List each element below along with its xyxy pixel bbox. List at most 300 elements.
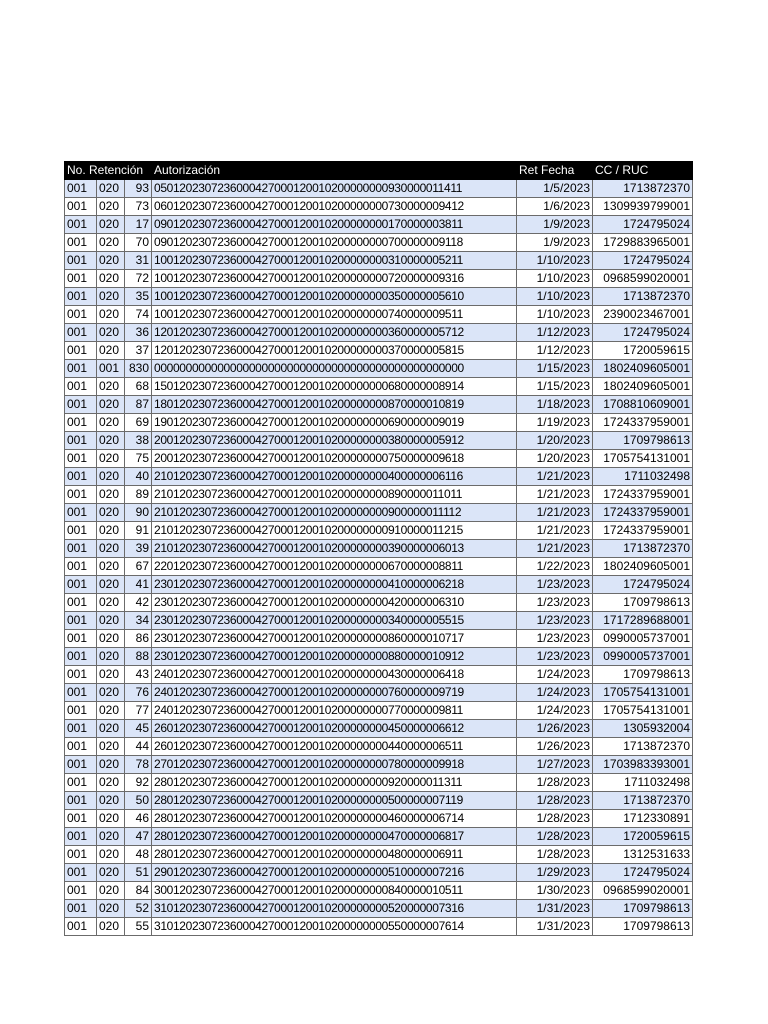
- cell-establecimiento: 001: [65, 702, 97, 720]
- table-row: [65, 576, 693, 594]
- cell-punto-emision: 020: [97, 684, 125, 702]
- cell-cc-ruc: 1802409605001: [593, 378, 693, 396]
- cell-establecimiento: 001: [65, 918, 97, 936]
- table-row: [65, 288, 693, 306]
- table-row: [65, 810, 693, 828]
- cell-ret-fecha: 1/22/2023: [517, 558, 593, 576]
- table-row: [65, 270, 693, 288]
- cell-establecimiento: 001: [65, 666, 97, 684]
- table-row: [65, 756, 693, 774]
- cell-punto-emision: 020: [97, 414, 125, 432]
- cell-cc-ruc: 1724795024: [593, 576, 693, 594]
- cell-punto-emision: 020: [97, 918, 125, 936]
- cell-autorizacion: 2101202307236000427000120010200000000400000006116: [152, 468, 517, 486]
- cell-establecimiento: 001: [65, 216, 97, 234]
- table-row: [65, 774, 693, 792]
- cell-cc-ruc: 1312531633: [593, 846, 693, 864]
- cell-ret-fecha: 1/31/2023: [517, 900, 593, 918]
- cell-numero: 51: [125, 864, 152, 882]
- cell-numero: 68: [125, 378, 152, 396]
- cell-numero: 35: [125, 288, 152, 306]
- cell-cc-ruc: 1724795024: [593, 252, 693, 270]
- cell-autorizacion: 2101202307236000427000120010200000000910000011215: [152, 522, 517, 540]
- cell-numero: 40: [125, 468, 152, 486]
- cell-cc-ruc: 1724795024: [593, 864, 693, 882]
- cell-punto-emision: 020: [97, 846, 125, 864]
- cell-numero: 76: [125, 684, 152, 702]
- retenciones-table: [64, 161, 693, 936]
- cell-cc-ruc: 1802409605001: [593, 558, 693, 576]
- cell-ret-fecha: 1/15/2023: [517, 360, 593, 378]
- cell-ret-fecha: 1/21/2023: [517, 540, 593, 558]
- table-row: [65, 630, 693, 648]
- cell-autorizacion: 2101202307236000427000120010200000000390000006013: [152, 540, 517, 558]
- cell-ret-fecha: 1/21/2023: [517, 486, 593, 504]
- table-row: [65, 558, 693, 576]
- cell-cc-ruc: 1724337959001: [593, 522, 693, 540]
- table-row: [65, 234, 693, 252]
- cell-establecimiento: 001: [65, 558, 97, 576]
- cell-ret-fecha: 1/28/2023: [517, 828, 593, 846]
- cell-numero: 91: [125, 522, 152, 540]
- cell-ret-fecha: 1/10/2023: [517, 252, 593, 270]
- cell-autorizacion: 2301202307236000427000120010200000000410000006218: [152, 576, 517, 594]
- cell-cc-ruc: 1713872370: [593, 288, 693, 306]
- cell-numero: 46: [125, 810, 152, 828]
- table-row: [65, 252, 693, 270]
- cell-establecimiento: 001: [65, 828, 97, 846]
- cell-ret-fecha: 1/10/2023: [517, 288, 593, 306]
- cell-punto-emision: 020: [97, 486, 125, 504]
- cell-establecimiento: 001: [65, 360, 97, 378]
- cell-ret-fecha: 1/28/2023: [517, 774, 593, 792]
- cell-numero: 47: [125, 828, 152, 846]
- table-row: [65, 342, 693, 360]
- cell-autorizacion: 1801202307236000427000120010200000000870000010819: [152, 396, 517, 414]
- cell-ret-fecha: 1/9/2023: [517, 216, 593, 234]
- cell-punto-emision: 020: [97, 342, 125, 360]
- cell-establecimiento: 001: [65, 378, 97, 396]
- cell-ret-fecha: 1/20/2023: [517, 450, 593, 468]
- cell-numero: 36: [125, 324, 152, 342]
- cell-numero: 78: [125, 756, 152, 774]
- cell-numero: 73: [125, 198, 152, 216]
- cell-numero: 39: [125, 540, 152, 558]
- cell-autorizacion: 2301202307236000427000120010200000000420000006310: [152, 594, 517, 612]
- cell-numero: 67: [125, 558, 152, 576]
- cell-establecimiento: 001: [65, 684, 97, 702]
- table-row: [65, 180, 693, 198]
- table-row: [65, 396, 693, 414]
- cell-cc-ruc: 1309939799001: [593, 198, 693, 216]
- cell-punto-emision: 020: [97, 900, 125, 918]
- cell-ret-fecha: 1/29/2023: [517, 864, 593, 882]
- cell-numero: 830: [125, 360, 152, 378]
- table-row: [65, 882, 693, 900]
- cell-numero: 70: [125, 234, 152, 252]
- cell-autorizacion: 1001202307236000427000120010200000000740000009511: [152, 306, 517, 324]
- table-row: [65, 738, 693, 756]
- cell-numero: 42: [125, 594, 152, 612]
- cell-autorizacion: 1901202307236000427000120010200000000690000009019: [152, 414, 517, 432]
- cell-autorizacion: 2001202307236000427000120010200000000380000005912: [152, 432, 517, 450]
- cell-cc-ruc: 1705754131001: [593, 702, 693, 720]
- cell-ret-fecha: 1/23/2023: [517, 648, 593, 666]
- cell-autorizacion: 2301202307236000427000120010200000000880000010912: [152, 648, 517, 666]
- table-row: [65, 918, 693, 936]
- cell-numero: 86: [125, 630, 152, 648]
- header-no-retencion: No. Retención: [65, 162, 152, 180]
- cell-establecimiento: 001: [65, 342, 97, 360]
- cell-punto-emision: 020: [97, 504, 125, 522]
- cell-numero: 48: [125, 846, 152, 864]
- cell-establecimiento: 001: [65, 324, 97, 342]
- cell-ret-fecha: 1/28/2023: [517, 846, 593, 864]
- cell-numero: 77: [125, 702, 152, 720]
- table-row: [65, 306, 693, 324]
- cell-punto-emision: 020: [97, 594, 125, 612]
- cell-numero: 44: [125, 738, 152, 756]
- cell-ret-fecha: 1/23/2023: [517, 594, 593, 612]
- cell-autorizacion: 3001202307236000427000120010200000000840000010511: [152, 882, 517, 900]
- cell-numero: 52: [125, 900, 152, 918]
- cell-establecimiento: 001: [65, 450, 97, 468]
- cell-punto-emision: 020: [97, 630, 125, 648]
- table-row: [65, 612, 693, 630]
- cell-cc-ruc: 1717289688001: [593, 612, 693, 630]
- table-body: [65, 180, 693, 936]
- cell-establecimiento: 001: [65, 414, 97, 432]
- cell-numero: 93: [125, 180, 152, 198]
- table-row: [65, 522, 693, 540]
- table-row: [65, 486, 693, 504]
- cell-establecimiento: 001: [65, 396, 97, 414]
- table-row: [65, 864, 693, 882]
- cell-punto-emision: 020: [97, 792, 125, 810]
- cell-autorizacion: 1201202307236000427000120010200000000370000005815: [152, 342, 517, 360]
- cell-ret-fecha: 1/21/2023: [517, 522, 593, 540]
- cell-cc-ruc: 1713872370: [593, 738, 693, 756]
- cell-ret-fecha: 1/21/2023: [517, 504, 593, 522]
- cell-establecimiento: 001: [65, 270, 97, 288]
- cell-establecimiento: 001: [65, 198, 97, 216]
- cell-ret-fecha: 1/28/2023: [517, 792, 593, 810]
- table-row: [65, 504, 693, 522]
- cell-establecimiento: 001: [65, 720, 97, 738]
- cell-establecimiento: 001: [65, 756, 97, 774]
- cell-autorizacion: 0901202307236000427000120010200000000170000003811: [152, 216, 517, 234]
- table-row: [65, 378, 693, 396]
- cell-punto-emision: 020: [97, 198, 125, 216]
- cell-cc-ruc: 1705754131001: [593, 684, 693, 702]
- cell-cc-ruc: 1711032498: [593, 468, 693, 486]
- table-row: [65, 198, 693, 216]
- cell-autorizacion: 2201202307236000427000120010200000000670000008811: [152, 558, 517, 576]
- cell-ret-fecha: 1/18/2023: [517, 396, 593, 414]
- table-row: [65, 432, 693, 450]
- cell-punto-emision: 020: [97, 180, 125, 198]
- cell-ret-fecha: 1/21/2023: [517, 468, 593, 486]
- cell-autorizacion: 2601202307236000427000120010200000000450000006612: [152, 720, 517, 738]
- cell-punto-emision: 020: [97, 612, 125, 630]
- cell-cc-ruc: 1729883965001: [593, 234, 693, 252]
- cell-autorizacion: 2801202307236000427000120010200000000480000006911: [152, 846, 517, 864]
- cell-ret-fecha: 1/23/2023: [517, 630, 593, 648]
- table-row: [65, 900, 693, 918]
- cell-establecimiento: 001: [65, 648, 97, 666]
- cell-autorizacion: 3101202307236000427000120010200000000520000007316: [152, 900, 517, 918]
- cell-ret-fecha: 1/10/2023: [517, 270, 593, 288]
- cell-cc-ruc: 1709798613: [593, 918, 693, 936]
- cell-punto-emision: 020: [97, 702, 125, 720]
- cell-numero: 41: [125, 576, 152, 594]
- cell-autorizacion: 1001202307236000427000120010200000000720000009316: [152, 270, 517, 288]
- cell-punto-emision: 020: [97, 252, 125, 270]
- cell-autorizacion: 2701202307236000427000120010200000000780000009918: [152, 756, 517, 774]
- cell-numero: 75: [125, 450, 152, 468]
- cell-establecimiento: 001: [65, 486, 97, 504]
- cell-cc-ruc: 1724795024: [593, 216, 693, 234]
- cell-cc-ruc: 1720059615: [593, 828, 693, 846]
- cell-punto-emision: 020: [97, 396, 125, 414]
- table-row: [65, 324, 693, 342]
- cell-punto-emision: 020: [97, 738, 125, 756]
- cell-establecimiento: 001: [65, 864, 97, 882]
- cell-ret-fecha: 1/28/2023: [517, 810, 593, 828]
- cell-establecimiento: 001: [65, 882, 97, 900]
- cell-cc-ruc: 1709798613: [593, 432, 693, 450]
- cell-punto-emision: 020: [97, 756, 125, 774]
- cell-ret-fecha: 1/24/2023: [517, 684, 593, 702]
- cell-autorizacion: 1001202307236000427000120010200000000310000005211: [152, 252, 517, 270]
- cell-establecimiento: 001: [65, 288, 97, 306]
- cell-ret-fecha: 1/30/2023: [517, 882, 593, 900]
- cell-autorizacion: 2001202307236000427000120010200000000750000009618: [152, 450, 517, 468]
- cell-establecimiento: 001: [65, 630, 97, 648]
- cell-numero: 89: [125, 486, 152, 504]
- header-cc-ruc: CC / RUC: [593, 162, 693, 180]
- cell-autorizacion: 2901202307236000427000120010200000000510000007216: [152, 864, 517, 882]
- cell-autorizacion: 2801202307236000427000120010200000000920000011311: [152, 774, 517, 792]
- cell-establecimiento: 001: [65, 846, 97, 864]
- cell-autorizacion: 3101202307236000427000120010200000000550000007614: [152, 918, 517, 936]
- cell-autorizacion: 1001202307236000427000120010200000000350000005610: [152, 288, 517, 306]
- cell-punto-emision: 020: [97, 720, 125, 738]
- cell-autorizacion: 0601202307236000427000120010200000000730000009412: [152, 198, 517, 216]
- cell-ret-fecha: 1/12/2023: [517, 324, 593, 342]
- cell-cc-ruc: 1709798613: [593, 900, 693, 918]
- table-row: [65, 792, 693, 810]
- cell-autorizacion: 2801202307236000427000120010200000000460000006714: [152, 810, 517, 828]
- cell-ret-fecha: 1/24/2023: [517, 702, 593, 720]
- cell-cc-ruc: 1720059615: [593, 342, 693, 360]
- cell-punto-emision: 020: [97, 864, 125, 882]
- cell-cc-ruc: 0968599020001: [593, 270, 693, 288]
- cell-numero: 38: [125, 432, 152, 450]
- cell-numero: 87: [125, 396, 152, 414]
- cell-cc-ruc: 1712330891: [593, 810, 693, 828]
- cell-ret-fecha: 1/6/2023: [517, 198, 593, 216]
- cell-punto-emision: 020: [97, 540, 125, 558]
- header-row: [65, 162, 693, 180]
- cell-numero: 90: [125, 504, 152, 522]
- table-row: [65, 648, 693, 666]
- cell-autorizacion: 2301202307236000427000120010200000000340000005515: [152, 612, 517, 630]
- cell-autorizacion: 0901202307236000427000120010200000000700000009118: [152, 234, 517, 252]
- cell-punto-emision: 020: [97, 810, 125, 828]
- cell-cc-ruc: 1713872370: [593, 792, 693, 810]
- cell-ret-fecha: 1/9/2023: [517, 234, 593, 252]
- cell-establecimiento: 001: [65, 504, 97, 522]
- table-row: [65, 594, 693, 612]
- cell-cc-ruc: 1724337959001: [593, 504, 693, 522]
- cell-ret-fecha: 1/15/2023: [517, 378, 593, 396]
- cell-numero: 50: [125, 792, 152, 810]
- table-row: [65, 702, 693, 720]
- cell-numero: 45: [125, 720, 152, 738]
- cell-establecimiento: 001: [65, 468, 97, 486]
- cell-establecimiento: 001: [65, 738, 97, 756]
- cell-establecimiento: 001: [65, 540, 97, 558]
- cell-numero: 17: [125, 216, 152, 234]
- cell-punto-emision: 020: [97, 324, 125, 342]
- cell-establecimiento: 001: [65, 576, 97, 594]
- cell-punto-emision: 020: [97, 522, 125, 540]
- cell-numero: 43: [125, 666, 152, 684]
- table-row: [65, 666, 693, 684]
- cell-cc-ruc: 2390023467001: [593, 306, 693, 324]
- cell-ret-fecha: 1/5/2023: [517, 180, 593, 198]
- cell-cc-ruc: 1709798613: [593, 594, 693, 612]
- cell-cc-ruc: 1724795024: [593, 324, 693, 342]
- cell-punto-emision: 020: [97, 882, 125, 900]
- cell-cc-ruc: 1708810609001: [593, 396, 693, 414]
- cell-cc-ruc: 1724337959001: [593, 486, 693, 504]
- cell-cc-ruc: 1305932004: [593, 720, 693, 738]
- cell-punto-emision: 020: [97, 378, 125, 396]
- cell-cc-ruc: 1709798613: [593, 666, 693, 684]
- header-autorizacion: Autorización: [152, 162, 517, 180]
- cell-numero: 72: [125, 270, 152, 288]
- table-row: [65, 684, 693, 702]
- cell-cc-ruc: 1713872370: [593, 540, 693, 558]
- cell-ret-fecha: 1/26/2023: [517, 738, 593, 756]
- cell-autorizacion: 2601202307236000427000120010200000000440000006511: [152, 738, 517, 756]
- cell-numero: 88: [125, 648, 152, 666]
- cell-cc-ruc: 1703983393001: [593, 756, 693, 774]
- table-row: [65, 360, 693, 378]
- cell-cc-ruc: 1802409605001: [593, 360, 693, 378]
- cell-autorizacion: 2801202307236000427000120010200000000500000007119: [152, 792, 517, 810]
- cell-establecimiento: 001: [65, 234, 97, 252]
- table-row: [65, 540, 693, 558]
- cell-establecimiento: 001: [65, 810, 97, 828]
- table-row: [65, 216, 693, 234]
- cell-numero: 55: [125, 918, 152, 936]
- cell-cc-ruc: 0990005737001: [593, 648, 693, 666]
- cell-ret-fecha: 1/27/2023: [517, 756, 593, 774]
- cell-establecimiento: 001: [65, 252, 97, 270]
- cell-punto-emision: 020: [97, 558, 125, 576]
- header-ret-fecha: Ret Fecha: [517, 162, 593, 180]
- cell-establecimiento: 001: [65, 612, 97, 630]
- cell-cc-ruc: 1713872370: [593, 180, 693, 198]
- cell-punto-emision: 020: [97, 576, 125, 594]
- cell-autorizacion: 1201202307236000427000120010200000000360000005712: [152, 324, 517, 342]
- cell-cc-ruc: 0990005737001: [593, 630, 693, 648]
- cell-punto-emision: 020: [97, 306, 125, 324]
- cell-numero: 92: [125, 774, 152, 792]
- cell-autorizacion: 1501202307236000427000120010200000000680000008914: [152, 378, 517, 396]
- table-row: [65, 468, 693, 486]
- cell-cc-ruc: 1724337959001: [593, 414, 693, 432]
- cell-establecimiento: 001: [65, 792, 97, 810]
- cell-ret-fecha: 1/23/2023: [517, 612, 593, 630]
- table-row: [65, 828, 693, 846]
- table-row: [65, 846, 693, 864]
- cell-punto-emision: 020: [97, 234, 125, 252]
- cell-numero: 84: [125, 882, 152, 900]
- table-row: [65, 450, 693, 468]
- cell-numero: 74: [125, 306, 152, 324]
- cell-numero: 34: [125, 612, 152, 630]
- cell-establecimiento: 001: [65, 594, 97, 612]
- cell-ret-fecha: 1/20/2023: [517, 432, 593, 450]
- cell-autorizacion: 2301202307236000427000120010200000000860000010717: [152, 630, 517, 648]
- cell-ret-fecha: 1/31/2023: [517, 918, 593, 936]
- cell-punto-emision: 020: [97, 648, 125, 666]
- cell-punto-emision: 020: [97, 432, 125, 450]
- cell-punto-emision: 020: [97, 216, 125, 234]
- cell-punto-emision: 020: [97, 288, 125, 306]
- cell-establecimiento: 001: [65, 306, 97, 324]
- table-row: [65, 720, 693, 738]
- cell-ret-fecha: 1/10/2023: [517, 306, 593, 324]
- cell-punto-emision: 020: [97, 774, 125, 792]
- cell-establecimiento: 001: [65, 900, 97, 918]
- cell-ret-fecha: 1/24/2023: [517, 666, 593, 684]
- cell-cc-ruc: 0968599020001: [593, 882, 693, 900]
- table-row: [65, 414, 693, 432]
- cell-establecimiento: 001: [65, 522, 97, 540]
- cell-autorizacion: 2101202307236000427000120010200000000900000011112: [152, 504, 517, 522]
- cell-autorizacion: 2101202307236000427000120010200000000890000011011: [152, 486, 517, 504]
- cell-punto-emision: 020: [97, 828, 125, 846]
- cell-autorizacion: 2801202307236000427000120010200000000470000006817: [152, 828, 517, 846]
- cell-punto-emision: 020: [97, 270, 125, 288]
- cell-establecimiento: 001: [65, 180, 97, 198]
- cell-establecimiento: 001: [65, 432, 97, 450]
- cell-punto-emision: 020: [97, 450, 125, 468]
- cell-establecimiento: 001: [65, 774, 97, 792]
- cell-numero: 37: [125, 342, 152, 360]
- cell-numero: 31: [125, 252, 152, 270]
- cell-autorizacion: 2401202307236000427000120010200000000770000009811: [152, 702, 517, 720]
- cell-autorizacion: 0000000000000000000000000000000000000000000000000: [152, 360, 517, 378]
- cell-punto-emision: 020: [97, 468, 125, 486]
- cell-autorizacion: 0501202307236000427000120010200000000930000011411: [152, 180, 517, 198]
- cell-punto-emision: 020: [97, 666, 125, 684]
- cell-cc-ruc: 1711032498: [593, 774, 693, 792]
- cell-autorizacion: 2401202307236000427000120010200000000760000009719: [152, 684, 517, 702]
- cell-ret-fecha: 1/23/2023: [517, 576, 593, 594]
- cell-ret-fecha: 1/12/2023: [517, 342, 593, 360]
- cell-ret-fecha: 1/19/2023: [517, 414, 593, 432]
- cell-ret-fecha: 1/26/2023: [517, 720, 593, 738]
- cell-cc-ruc: 1705754131001: [593, 450, 693, 468]
- cell-numero: 69: [125, 414, 152, 432]
- cell-punto-emision: 001: [97, 360, 125, 378]
